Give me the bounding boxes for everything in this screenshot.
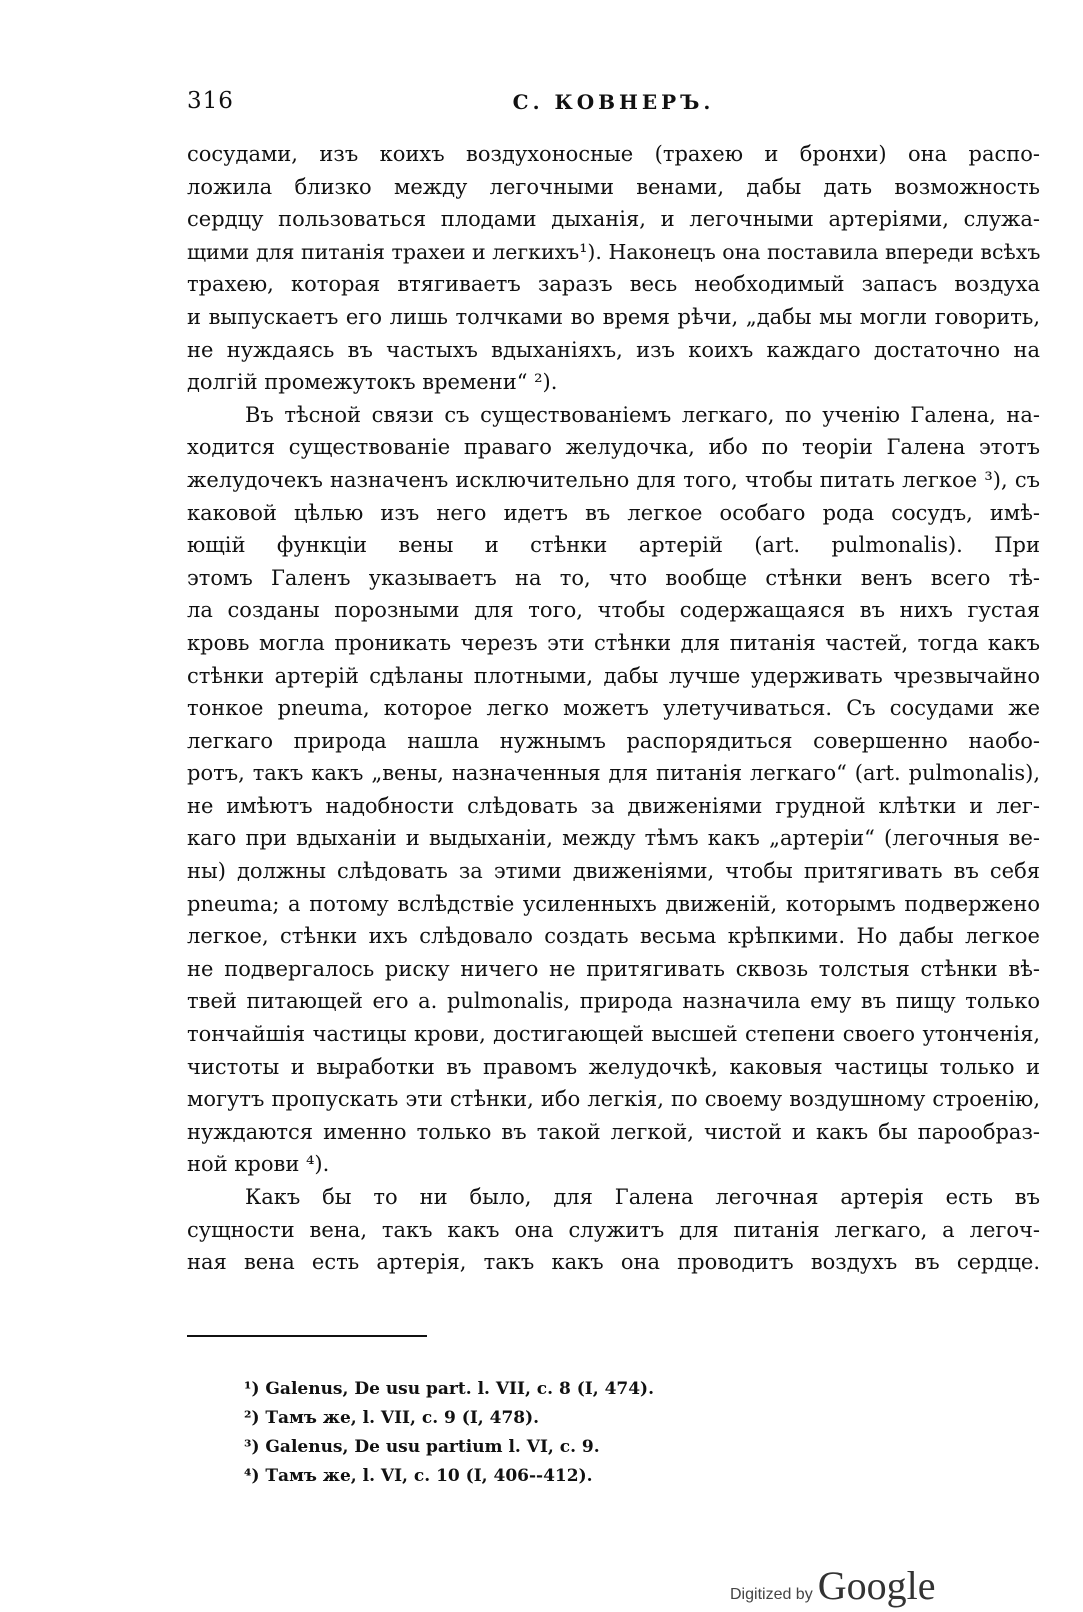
body-text	[187, 138, 1040, 1279]
watermark-brand: Google	[817, 1563, 936, 1608]
text-line: тонкое pneuma, которое легко можетъ улетучиваться. Съ сосудами же	[187, 696, 1040, 721]
text-line: этомъ Галенъ указываетъ на то, что вообще стѣнки венъ всего тѣ-	[187, 565, 1040, 590]
text-line: каго при вдыханіи и выдыханіи, между тѣмъ какъ „артеріи“ (легочныя ве-	[187, 826, 1040, 851]
text-line: легкаго природа нашла нужнымъ распорядиться совершенно наобо-	[187, 728, 1040, 753]
text-line: сущности вена, такъ какъ она служитъ для питанія легкаго, а легоч-	[187, 1217, 1040, 1242]
text-line: чистоты и выработки въ правомъ желудочкѣ, каковыя частицы только и	[187, 1054, 1040, 1079]
text-line: не имѣютъ надобности слѣдовать за движеніями грудной клѣтки и лег-	[187, 793, 1040, 818]
text-line: каковой цѣлью изъ него идетъ въ легкое особаго рода сосудъ, имѣ-	[187, 500, 1040, 525]
text-line: сердцу пользоваться плодами дыханія, и легочными артеріями, служа-	[187, 207, 1040, 232]
footnotes	[244, 1375, 944, 1491]
text-line: твей питающей его a. pulmonalis, природа назначила ему въ пищу только	[187, 989, 1040, 1014]
text-line: ной крови ⁴).	[187, 1152, 330, 1177]
text-line: долгій промежутокъ времени“ ²).	[187, 370, 558, 395]
text-line: pneuma; а потому вслѣдствіе усиленныхъ движеній, которымъ подвержено	[187, 891, 1040, 916]
footnote: ⁴) Тамъ же, l. VI, c. 10 (I, 406--412).	[244, 1466, 593, 1486]
text-line: и выпускаетъ его лишь толчками во время рѣчи, „дабы мы могли говорить,	[187, 304, 1040, 329]
text-line: ны) должны слѣдовать за этими движеніями, чтобы притягивать въ себя	[187, 859, 1040, 884]
text-line: не нуждаясь въ частыхъ вдыханіяхъ, изъ коихъ каждаго достаточно на	[187, 337, 1040, 362]
footnote-divider	[187, 1335, 427, 1337]
text-line: ющій функціи вены и стѣнки артерій (art. pulmonalis). При	[187, 533, 1040, 558]
watermark-prefix: Digitized by	[730, 1586, 813, 1603]
digitized-watermark	[730, 1562, 936, 1612]
text-line: Въ тѣсной связи съ существованіемъ легкаго, по ученію Галена, на-	[245, 402, 1040, 427]
text-line: тончайшія частицы крови, достигающей высшей степени своего утонченія,	[187, 1022, 1040, 1047]
text-line: стѣнки артерій сдѣланы плотными, дабы лучше удерживать чрезвычайно	[187, 663, 1040, 688]
text-line: не подвергалось риску ничего не притягивать сквозь толстыя стѣнки вѣ-	[187, 956, 1040, 981]
text-line: могутъ пропускать эти стѣнки, ибо легкія, по своему воздушному строенію,	[187, 1087, 1040, 1112]
text-line: трахею, которая втягиваетъ заразъ весь необходимый запасъ воздуха	[187, 272, 1040, 297]
text-line: сосудами, изъ коихъ воздухоносные (трахею и бронхи) она распо-	[187, 142, 1040, 166]
text-line: ходится существованіе праваго желудочка, ибо по теоріи Галена этотъ	[187, 435, 1040, 460]
text-line: кровь могла проникать черезъ эти стѣнки для питанія частей, тогда какъ	[187, 630, 1040, 655]
text-line: ла созданы порозными для того, чтобы содержащаяся въ нихъ густая	[187, 598, 1040, 623]
text-line: ная вена есть артерія, такъ какъ она проводитъ воздухъ въ сердце.	[187, 1250, 1040, 1275]
text-line: ротъ, такъ какъ „вены, назначенныя для питанія легкаго“ (art. pulmonalis),	[187, 761, 1040, 786]
text-line: щими для питанія трахеи и легкихъ¹). Наконецъ она поставила впереди всѣхъ	[187, 239, 1041, 264]
page-header	[187, 88, 1040, 118]
footnote: ³) Galenus, De usu partium l. VI, c. 9.	[244, 1437, 600, 1457]
text-line: легкое, стѣнки ихъ слѣдовало создать весьма крѣпкими. Но дабы легкое	[187, 924, 1040, 949]
text-line: желудочекъ назначенъ исключительно для того, чтобы питать легкое ³), съ	[187, 467, 1040, 492]
footnote: ²) Тамъ же, l. VII, c. 9 (I, 478).	[244, 1408, 540, 1428]
footnote: ¹) Galenus, De usu part. l. VII, c. 8 (I, 474).	[244, 1379, 655, 1399]
text-line: нуждаются именно только въ такой легкой, чистой и какъ бы парообраз-	[187, 1119, 1040, 1144]
running-head: С. КОВНЕРЪ.	[512, 90, 715, 114]
text-line: Какъ бы то ни было, для Галена легочная артерія есть въ	[245, 1185, 1040, 1209]
page-number: 316	[187, 88, 234, 114]
text-line: ложила близко между легочными венами, дабы дать возможность	[187, 174, 1040, 199]
